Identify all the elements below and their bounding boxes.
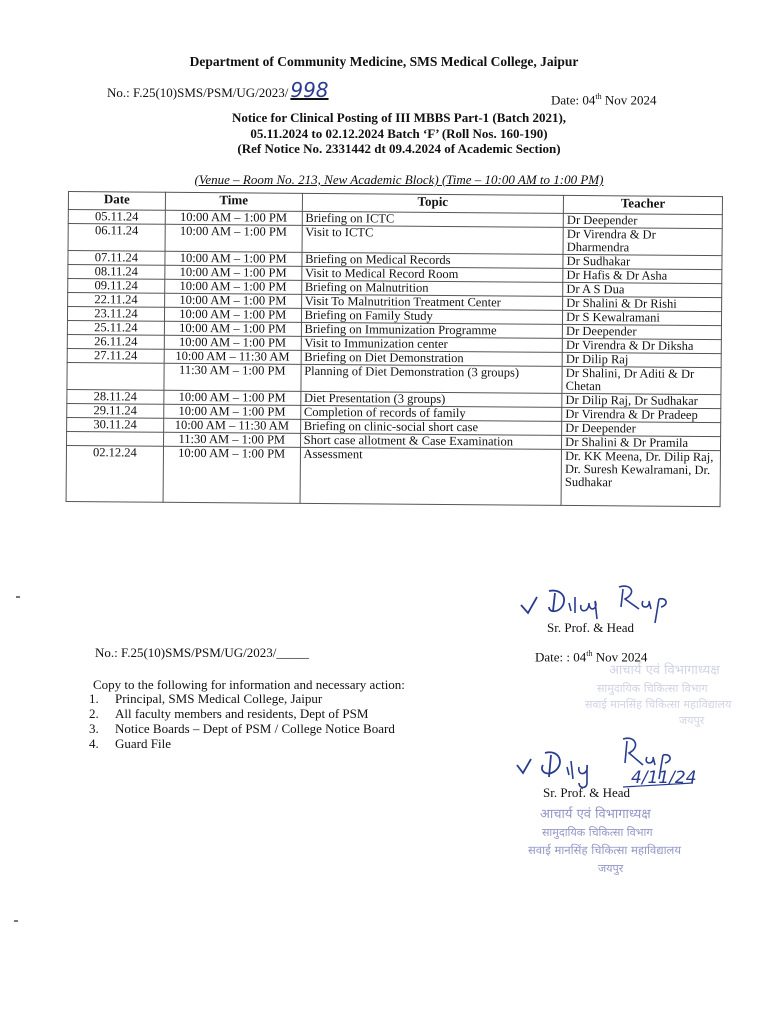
stamp1-line-1: आचार्य एवं विभागाध्यक्ष (609, 663, 720, 678)
cell-topic: Briefing on ICTC (302, 211, 564, 227)
copy-item-text: Guard File (115, 736, 171, 751)
signature-date: 4/11/24 (631, 768, 697, 788)
cell-topic: Short case allotment & Case Examination (300, 433, 562, 449)
cell-topic: Diet Presentation (3 groups) (300, 391, 562, 407)
scan-mark (16, 596, 20, 598)
header-date: Date (68, 192, 165, 211)
cell-teacher: Dr Virendra & Dr Diksha (562, 338, 721, 353)
cell-teacher: Dr Dilip Raj, Dr Sudhakar (562, 393, 721, 408)
notice-heading (0, 110, 768, 157)
cell-teacher: Dr Shalini, Dr Aditi & Dr Chetan (562, 366, 721, 394)
cell-time: 10:00 AM – 1:00 PM (165, 279, 302, 294)
cell-date: 23.11.24 (67, 307, 164, 322)
table-row (66, 445, 720, 506)
date-month-year: Nov 2024 (601, 92, 657, 108)
header-teacher: Teacher (564, 195, 723, 214)
venue-line: (Venue – Room No. 213, New Academic Block) (Time – 10:00 AM to 1:00 PM) (194, 172, 604, 187)
reference-prefix: No.: F.25(10)SMS/PSM/UG/2023/ (107, 85, 289, 100)
reference-number (107, 78, 329, 102)
cell-time: 10:00 AM – 1:00 PM (164, 321, 301, 336)
stamp2-line-3: सवाई मानसिंह चिकित्सा महाविद्यालय (528, 843, 682, 857)
cell-time: 10:00 AM – 1:00 PM (164, 390, 301, 405)
cell-topic: Briefing on Immunization Programme (301, 322, 563, 338)
cell-time: 10:00 AM – 1:00 PM (165, 251, 302, 266)
copy-item-number: 2. (89, 706, 99, 721)
cell-teacher: Dr Hafis & Dr Asha (563, 268, 722, 283)
copy-item-number: 4. (89, 736, 99, 751)
cell-topic: Briefing on Diet Demonstration (301, 350, 563, 366)
cell-topic: Assessment (300, 447, 562, 505)
stamp1-line-4: जयपुर (679, 714, 705, 727)
cell-teacher: Dr Deepender (563, 213, 722, 228)
department-title: Department of Community Medicine, SMS Medical College, Jaipur (189, 54, 579, 69)
copy-list-item (89, 721, 395, 736)
copy-to-list (89, 691, 395, 751)
cell-time: 10:00 AM – 1:00 PM (164, 293, 301, 308)
copy-item-number: 3. (89, 721, 99, 736)
cell-teacher: Dr. KK Meena, Dr. Dilip Raj, Dr. Suresh Kewalramani, Dr. Sudhakar (561, 449, 720, 506)
copy-list-item (89, 706, 395, 721)
stamp1-line-2: सामुदायिक चिकित्सा विभाग (597, 682, 708, 695)
footer-reference-number: No.: F.25(10)SMS/PSM/UG/2023/_____ (95, 645, 309, 660)
schedule-body (66, 210, 722, 507)
cell-time: 10:00 AM – 1:00 PM (165, 224, 302, 252)
notice-line-2: 05.11.2024 to 02.12.2024 Batch ‘F’ (Roll Nos. 160-190) (250, 125, 548, 141)
copy-list-item (89, 691, 395, 706)
cell-topic: Visit to Immunization center (301, 336, 563, 352)
cell-time: 10:00 AM – 1:00 PM (164, 404, 301, 419)
cell-date: 09.11.24 (68, 279, 165, 294)
cell-date: 29.11.24 (67, 403, 164, 418)
cell-teacher: Dr Sudhakar (563, 254, 722, 269)
cell-date (67, 431, 164, 446)
cell-topic: Completion of records of family (300, 405, 562, 421)
copy-item-number: 1. (89, 691, 99, 706)
cell-time: 10:00 AM – 11:30 AM (163, 418, 300, 433)
footer-date-suffix: th (586, 649, 593, 658)
stamp2-line-4: जयपुर (598, 862, 624, 875)
cell-date: 02.12.24 (66, 445, 163, 502)
signature-dilip-raj-dated (513, 733, 703, 793)
stamp2-line-1: आचार्य एवं विभागाध्यक्ष (540, 807, 651, 822)
signatory-role: Sr. Prof. & Head (547, 620, 635, 635)
cell-date: 05.11.24 (68, 210, 165, 225)
cell-date: 22.11.24 (68, 293, 165, 308)
cell-topic: Briefing on clinic-social short case (300, 419, 562, 435)
cell-date: 27.11.24 (67, 348, 164, 363)
cell-time: 10:00 AM – 1:00 PM (163, 446, 300, 503)
handwritten-reference-number: 998 (290, 78, 329, 102)
cell-date: 08.11.24 (68, 265, 165, 280)
scan-mark (14, 920, 18, 922)
faded-department-stamp (579, 658, 768, 728)
cell-date: 06.11.24 (68, 224, 165, 252)
cell-teacher: Dr S Kewalramani (563, 310, 722, 325)
cell-topic: Briefing on Malnutrition (301, 280, 563, 296)
header-topic: Topic (302, 193, 564, 213)
cell-date: 30.11.24 (67, 417, 164, 432)
cell-time: 11:30 AM – 1:00 PM (163, 432, 300, 447)
cell-teacher: Dr Shalini & Dr Pramila (562, 435, 721, 450)
cell-topic: Visit To Malnutrition Treatment Center (301, 294, 563, 310)
notice-line-3: (Ref Notice No. 2331442 dt 09.4.2024 of Academic Section) (237, 141, 561, 156)
footer-date-label: Date: : 04 (535, 649, 587, 665)
footer-date-month-year: Nov 2024 (592, 649, 648, 665)
cell-date (67, 362, 164, 390)
cell-date: 26.11.24 (67, 334, 164, 349)
cell-time: 11:30 AM – 1:00 PM (164, 363, 301, 391)
date-label: Date: 04 (551, 92, 596, 108)
cell-date: 07.11.24 (68, 251, 165, 266)
copy-to-intro: Copy to the following for information and necessary action: (93, 677, 405, 692)
cell-teacher: Dr A S Dua (563, 282, 722, 297)
copy-item-text: Notice Boards – Dept of PSM / College Notice Board (115, 721, 395, 736)
cell-time: 10:00 AM – 1:00 PM (165, 265, 302, 280)
copy-item-text: Principal, SMS Medical College, Jaipur (115, 691, 323, 706)
signatory-role-2: Sr. Prof. & Head (543, 785, 631, 800)
cell-date: 25.11.24 (67, 320, 164, 335)
cell-time: 10:00 AM – 1:00 PM (164, 307, 301, 322)
notice-line-1: Notice for Clinical Posting of III MBBS Part-1 (Batch 2021), (231, 110, 567, 125)
cell-time: 10:00 AM – 1:00 PM (164, 335, 301, 350)
date-suffix: th (595, 92, 602, 101)
copy-item-text: All faculty members and residents, Dept of PSM (115, 706, 369, 721)
department-stamp (520, 802, 720, 882)
cell-date: 28.11.24 (67, 389, 164, 404)
cell-topic: Briefing on Medical Records (302, 252, 564, 268)
header-time: Time (165, 192, 302, 211)
cell-teacher: Dr Virendra & Dr Dharmendra (563, 227, 722, 255)
copy-list-item (89, 736, 395, 751)
cell-teacher: Dr Dilip Raj (562, 352, 721, 367)
cell-topic: Briefing on Family Study (301, 308, 563, 324)
cell-time: 10:00 AM – 1:00 PM (165, 210, 302, 225)
cell-topic: Visit to Medical Record Room (301, 266, 563, 282)
cell-teacher: Dr Virendra & Dr Pradeep (562, 407, 721, 422)
cell-teacher: Dr Deepender (563, 324, 722, 339)
stamp1-line-3: सवाई मानसिंह चिकित्सा महाविद्यालय (585, 698, 732, 711)
notice-date (551, 92, 657, 108)
cell-time: 10:00 AM – 11:30 AM (164, 349, 301, 364)
schedule-table (66, 191, 723, 507)
cell-topic: Visit to ICTC (302, 225, 564, 254)
stamp2-line-2: सामुदायिक चिकित्सा विभाग (542, 826, 653, 839)
cell-teacher: Dr Shalini & Dr Rishi (563, 296, 722, 311)
cell-topic: Planning of Diet Demonstration (3 groups) (301, 364, 563, 393)
cell-teacher: Dr Deepender (562, 421, 721, 436)
